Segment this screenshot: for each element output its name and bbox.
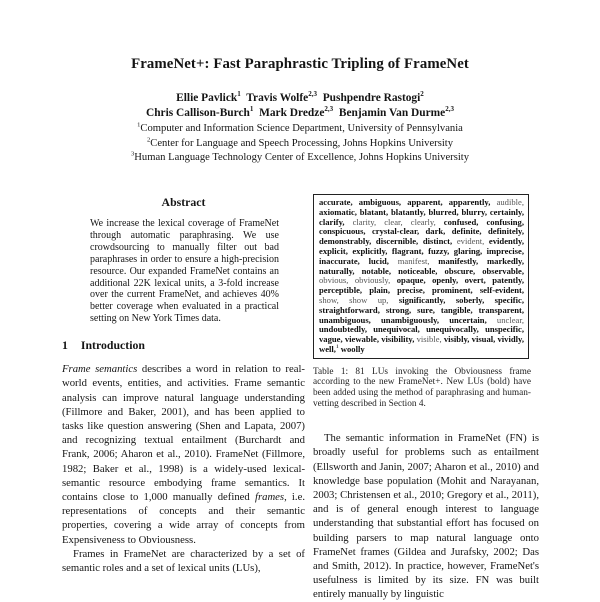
left-column xyxy=(62,190,305,575)
introduction-paragraph-2: Frames in FrameNet are characterized by a set of semantic roles and a set of lexical units (LUs), xyxy=(62,547,305,574)
author-line-2: Chris Callison-Burch$^1$ Mark Dredze$^{2,3}$ Benjamin Van Durme$^{2,3}$ xyxy=(145,105,455,119)
right-column xyxy=(313,190,539,602)
right-column-paragraph-1: The semantic information in FrameNet (FN) is broadly useful for problems such as entailment (Ellsworth and Janin, 2007; Aharon et al., 2010) and knowledge base population (Mohit and Narayanan, 2003; Christensen et al., 2010; Gregory et al., 2011), and is of general enough interest to language understanding that substantial effort has focused on building parsers to map natural language onto FrameNet frames (Gildea and Jurafsky, 2002; Das and Smith, 2012). In practice, however, FrameNet's usefulness is limited by its size. FN was built entirely manually by linguistic xyxy=(313,432,539,601)
affiliation-line-1: $^1$Computer and Information Science Department, University of Pennsylvania xyxy=(137,121,463,134)
abstract-text: We increase the lexical coverage of FrameNet through automatic paraphrasing. We use crowdsourcing to manually filter out bad paraphrases in order to ensure a high-precision resource. Our expanded FrameNet contains an additional 22K lexical units, a 3-fold increase over the current FrameNet, and achieves 40% better coverage when evaluated in a practical setting on New York Times data. xyxy=(90,218,279,325)
section-number: 1 xyxy=(62,338,68,353)
introduction-paragraph-1: Frame semantics describes a word in relation to real-world events, entities, and activities. Frame semantic analysis can improve natural language understanding (Fillmore and Baker, 2001), and has been applied to tasks like question answering (Shen and Lapata, 2007) and recognizing textual entailment (Burchardt and Frank, 2006; Aharon et al., 2010). FrameNet (Fillmore, 1982; Baker et al., 1998) is a widely-used lexical-semantic resource embodying frame semantics. It contains close to 1,000 manually defined frames, i.e. representations of concepts and their semantic properties, covering a wide array of concepts from Expensiveness to Obviousness. xyxy=(62,363,305,546)
paper-header xyxy=(0,56,600,166)
affiliations xyxy=(0,122,600,166)
table-caption: Table 1: 81 LUs invoking the Obviousness frame according to the new FrameNet+. New LUs (bold) have been added using the method of paraphrasing and human-vetting described in Section 4. xyxy=(313,366,531,409)
paper-title: FrameNet+: Fast Paraphrastic Tripling of FrameNet xyxy=(131,56,469,72)
section-title: Introduction xyxy=(80,338,145,353)
author-line-1: Ellie Pavlick$^1$ Travis Wolfe$^{2,3}$ Pushpendre Rastogi$^2$ xyxy=(176,90,424,104)
lu-table: accurate, ambiguous, apparent, apparently, audible, axiomatic, blatant, blatantly, blurred, blurry, certainly, clarify, clarity, clear, clearly, confused, confusing, conspicuous, crystal-clear, dark, definite, definitely, demonstrably, discernible, distinct, evident, evidently, explicit, explicitly, flagrant, fuzzy, glaring, imprecise, inaccurate, lucid, manifest, manifestly, markedly, naturally, notable, noticeable, obscure, observable, obvious, obviously, opaque, openly, overt, patently, perceptible, plain, precise, prominent, self-evident, show, show up, significantly, soberly, specific, straightforward, strong, sure, tangible, transparent, unambiguous, unambiguously, uncertain, unclear, undoubtedly, unequivocal, unequivocally, unspecific, vague, viewable, visibility, visible, visibly, visual, vividly, well,$^1$ woolly xyxy=(313,194,529,359)
affiliation-line-3: $^3$Human Language Technology Center of Excellence, Johns Hopkins University xyxy=(130,150,470,164)
affiliation-line-2: $^2$Center for Language and Speech Processing, Johns Hopkins University xyxy=(146,136,454,149)
abstract-heading: Abstract xyxy=(161,195,206,209)
section-heading-introduction xyxy=(62,338,305,353)
